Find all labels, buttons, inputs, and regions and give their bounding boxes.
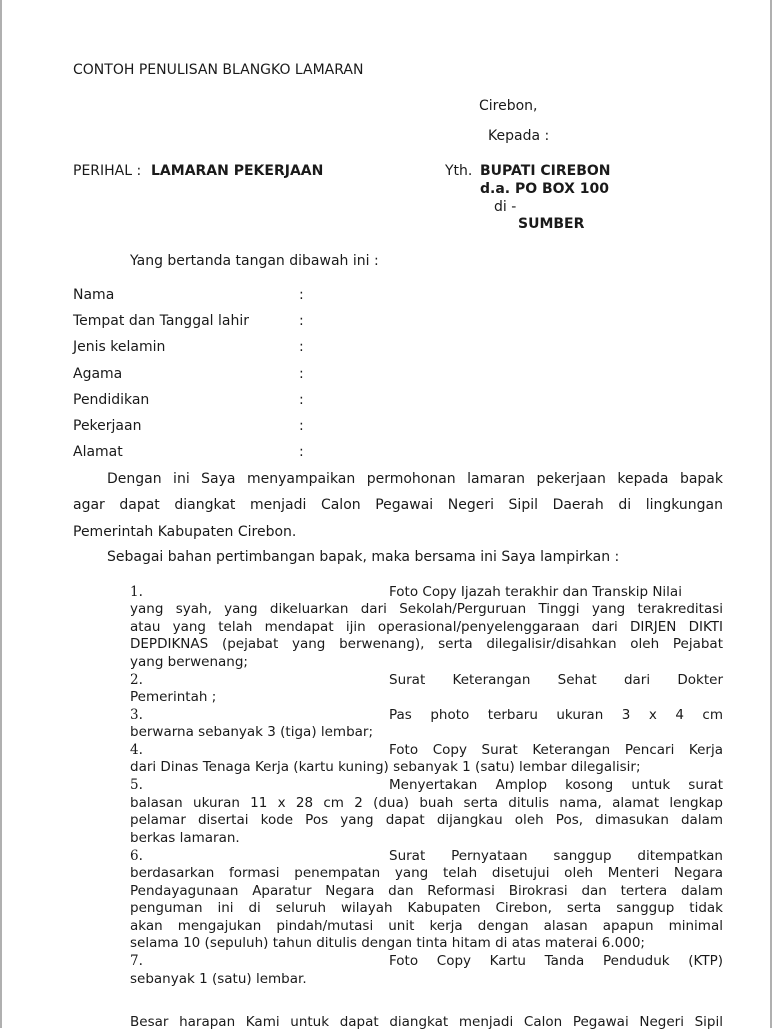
recipient-line-2: d.a. PO BOX 100 (480, 181, 609, 197)
list-item-text: Foto Copy Surat Keterangan Pencari Kerja (389, 742, 723, 758)
field-colon: : (299, 287, 304, 303)
field-label: Nama (73, 287, 115, 303)
list-item-line: pelamar disertai kode Pos yang dapat dijangkau oleh Pos, dimasukan dalam (130, 812, 723, 828)
field-label: Jenis kelamin (73, 339, 166, 355)
recipient-line-4: SUMBER (518, 216, 585, 232)
attachments-intro: Sebagai bahan pertimbangan bapak, maka bersama ini Saya lampirkan : (107, 549, 620, 565)
field-colon: : (299, 392, 304, 408)
document-title: CONTOH PENULISAN BLANGKO LAMARAN (73, 62, 364, 78)
list-item-line: DEPDIKNAS (pejabat yang berwenang), serta dilegalisir/disahkan oleh Pejabat (130, 636, 723, 652)
list-item-number: 1. (130, 584, 143, 600)
list-item-text: Menyertakan Amplop kosong untuk surat (389, 777, 723, 793)
paragraph-line: Pemerintah Kabupaten Cirebon. (73, 524, 297, 540)
list-item-line: berwarna sebanyak 3 (tiga) lembar; (130, 724, 374, 740)
field-label: Alamat (73, 444, 123, 460)
list-item-line: dari Dinas Tenaga Kerja (kartu kuning) sebanyak 1 (satu) lembar dilegalisir; (130, 759, 641, 775)
list-item-text: Surat Keterangan Sehat dari Dokter (389, 672, 723, 688)
list-item-text: Pas photo terbaru ukuran 3 x 4 cm (389, 707, 723, 723)
paragraph-line: Dengan ini Saya menyampaikan permohonan lamaran pekerjaan kepada bapak (107, 471, 723, 487)
list-item-number: 3. (130, 707, 143, 723)
list-item-line: atau yang telah mendapat ijin operasional/penyelenggaraan dari DIRJEN DIKTI (130, 619, 723, 635)
field-colon: : (299, 366, 304, 382)
list-item-line: sebanyak 1 (satu) lembar. (130, 971, 307, 987)
list-item-number: 4. (130, 742, 143, 758)
closing-text: Besar harapan Kami untuk dapat diangkat menjadi Calon Pegawai Negeri Sipil (130, 1014, 723, 1030)
field-label: Agama (73, 366, 123, 382)
list-item-line: balasan ukuran 11 x 28 cm 2 (dua) buah serta ditulis nama, alamat lengkap (130, 795, 723, 811)
list-item-line: akan mengajukan pindah/mutasi unit kerja dengan alasan apapun minimal (130, 918, 723, 934)
list-item-number: 5. (130, 777, 143, 793)
intro-text: Yang bertanda tangan dibawah ini : (130, 253, 379, 269)
field-colon: : (299, 313, 304, 329)
kepada-text: Kepada : (488, 128, 550, 144)
field-label: Tempat dan Tanggal lahir (73, 313, 249, 329)
list-item-line: Pendayagunaan Aparatur Negara dan Reformasi Birokrasi dan tertera dalam (130, 883, 723, 899)
list-item-line: berkas lamaran. (130, 830, 240, 846)
field-label: Pekerjaan (73, 418, 142, 434)
perihal-label: PERIHAL : (73, 163, 142, 179)
list-item-number: 7. (130, 953, 143, 969)
field-colon: : (299, 339, 304, 355)
list-item-text: Surat Pernyataan sanggup ditempatkan (389, 848, 723, 864)
list-item-line: berdasarkan formasi penempatan yang telah disetujui oleh Menteri Negara (130, 865, 723, 881)
yth-label: Yth. (445, 163, 473, 179)
list-item-line: selama 10 (sepuluh) tahun ditulis dengan tinta hitam di atas materai 6.000; (130, 935, 645, 951)
list-item-number: 6. (130, 848, 143, 864)
list-item-text: Foto Copy Ijazah terakhir dan Transkip Nilai (389, 584, 682, 600)
field-label: Pendidikan (73, 392, 150, 408)
list-item-line: penguman ini di seluruh wilayah Kabupaten Cirebon, serta sanggup tidak (130, 900, 723, 916)
place-text: Cirebon, (479, 98, 538, 114)
recipient-line-1: BUPATI CIREBON (480, 163, 611, 179)
list-item-line: yang syah, yang dikeluarkan dari Sekolah/Perguruan Tinggi yang terakreditasi (130, 601, 723, 617)
list-item-line: yang berwenang; (130, 654, 248, 670)
list-item-line: Pemerintah ; (130, 689, 217, 705)
paragraph-line: agar dapat diangkat menjadi Calon Pegawai Negeri Sipil Daerah di lingkungan (73, 497, 723, 513)
recipient-line-3: di - (494, 199, 517, 215)
perihal-value: LAMARAN PEKERJAAN (151, 163, 324, 179)
page-edge-left (0, 0, 2, 1028)
list-item-number: 2. (130, 672, 143, 688)
field-colon: : (299, 418, 304, 434)
field-colon: : (299, 444, 304, 460)
list-item-text: Foto Copy Kartu Tanda Penduduk (KTP) (389, 953, 723, 969)
